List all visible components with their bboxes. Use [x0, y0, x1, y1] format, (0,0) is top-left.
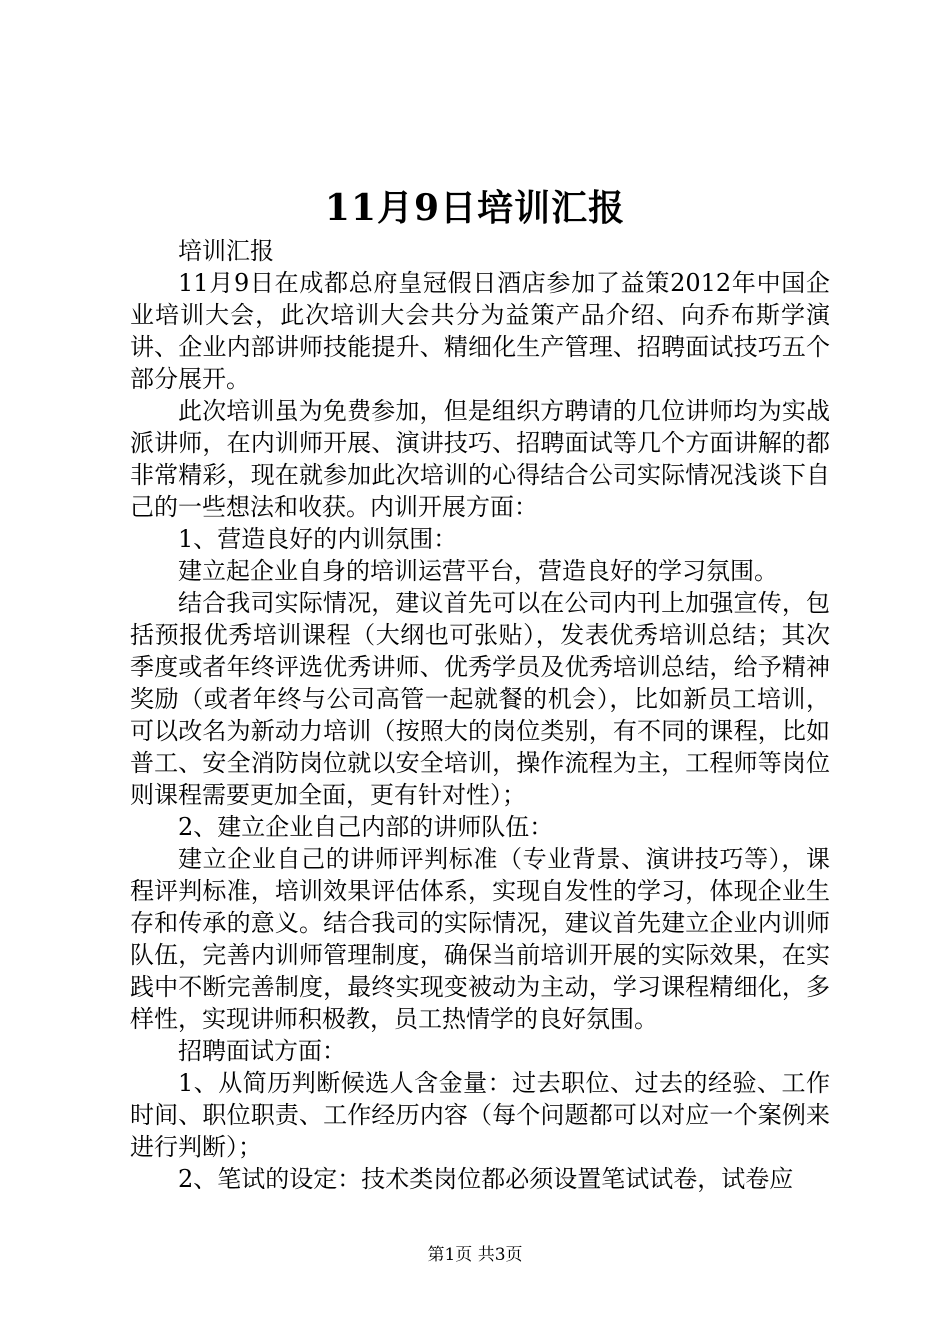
- paragraph-item-1-detail: 建立起企业自身的培训运营平台，营造良好的学习氛围。: [178, 557, 778, 585]
- page-footer: 第1页 共3页: [427, 1245, 523, 1265]
- paragraph-recruiting-heading: 招聘面试方面：: [178, 1037, 346, 1065]
- document-body: [130, 235, 830, 1195]
- paragraph-heading: 培训汇报: [178, 237, 274, 265]
- document-title: 11月9日培训汇报: [324, 187, 626, 229]
- paragraph-item-1: 1、营造良好的内训氛围：: [178, 525, 458, 553]
- paragraph-summary: 此次培训虽为免费参加，但是组织方聘请的几位讲师均为实战派讲师，在内训师开展、演讲技巧、招聘面试等几个方面讲解的都非常精彩，现在就参加此次培训的心得结合公司实际情况浅谈下自己的一些想法和收获。内训开展方面：: [130, 397, 830, 521]
- paragraph-recruiting-item-1: 1、从简历判断候选人含金量：过去职位、过去的经验、工作时间、职位职责、工作经历内容（每个问题都可以对应一个案例来进行判断）；: [130, 1069, 830, 1161]
- paragraph-recruiting-item-2: 2、笔试的设定：技术类岗位都必须设置笔试试卷，试卷应: [178, 1165, 794, 1193]
- paragraph-item-1-suggestion: 结合我司实际情况，建议首先可以在公司内刊上加强宣传，包括预报优秀培训课程（大纲也可张贴），发表优秀培训总结；其次季度或者年终评选优秀讲师、优秀学员及优秀培训总结，给予精神奖励（或者年终与公司高管一起就餐的机会），比如新员工培训，可以改名为新动力培训（按照大的岗位类别，有不同的课程，比如普工、安全消防岗位就以安全培训，操作流程为主，工程师等岗位则课程需要更加全面，更有针对性）；: [130, 589, 830, 809]
- paragraph-intro: 11月9日在成都总府皇冠假日酒店参加了益策2012年中国企业培训大会，此次培训大会共分为益策产品介绍、向乔布斯学演讲、企业内部讲师技能提升、精细化生产管理、招聘面试技巧五个部分展开。: [130, 269, 830, 393]
- paragraph-item-2: 2、建立企业自己内部的讲师队伍：: [178, 813, 554, 841]
- paragraph-item-2-detail: 建立企业自己的讲师评判标准（专业背景、演讲技巧等），课程评判标准，培训效果评估体系，实现自发性的学习，体现企业生存和传承的意义。结合我司的实际情况，建议首先建立企业内训师队伍，完善内训师管理制度，确保当前培训开展的实际效果，在实践中不断完善制度，最终实现变被动为主动，学习课程精细化，多样性，实现讲师积极教，员工热情学的良好氛围。: [130, 845, 830, 1033]
